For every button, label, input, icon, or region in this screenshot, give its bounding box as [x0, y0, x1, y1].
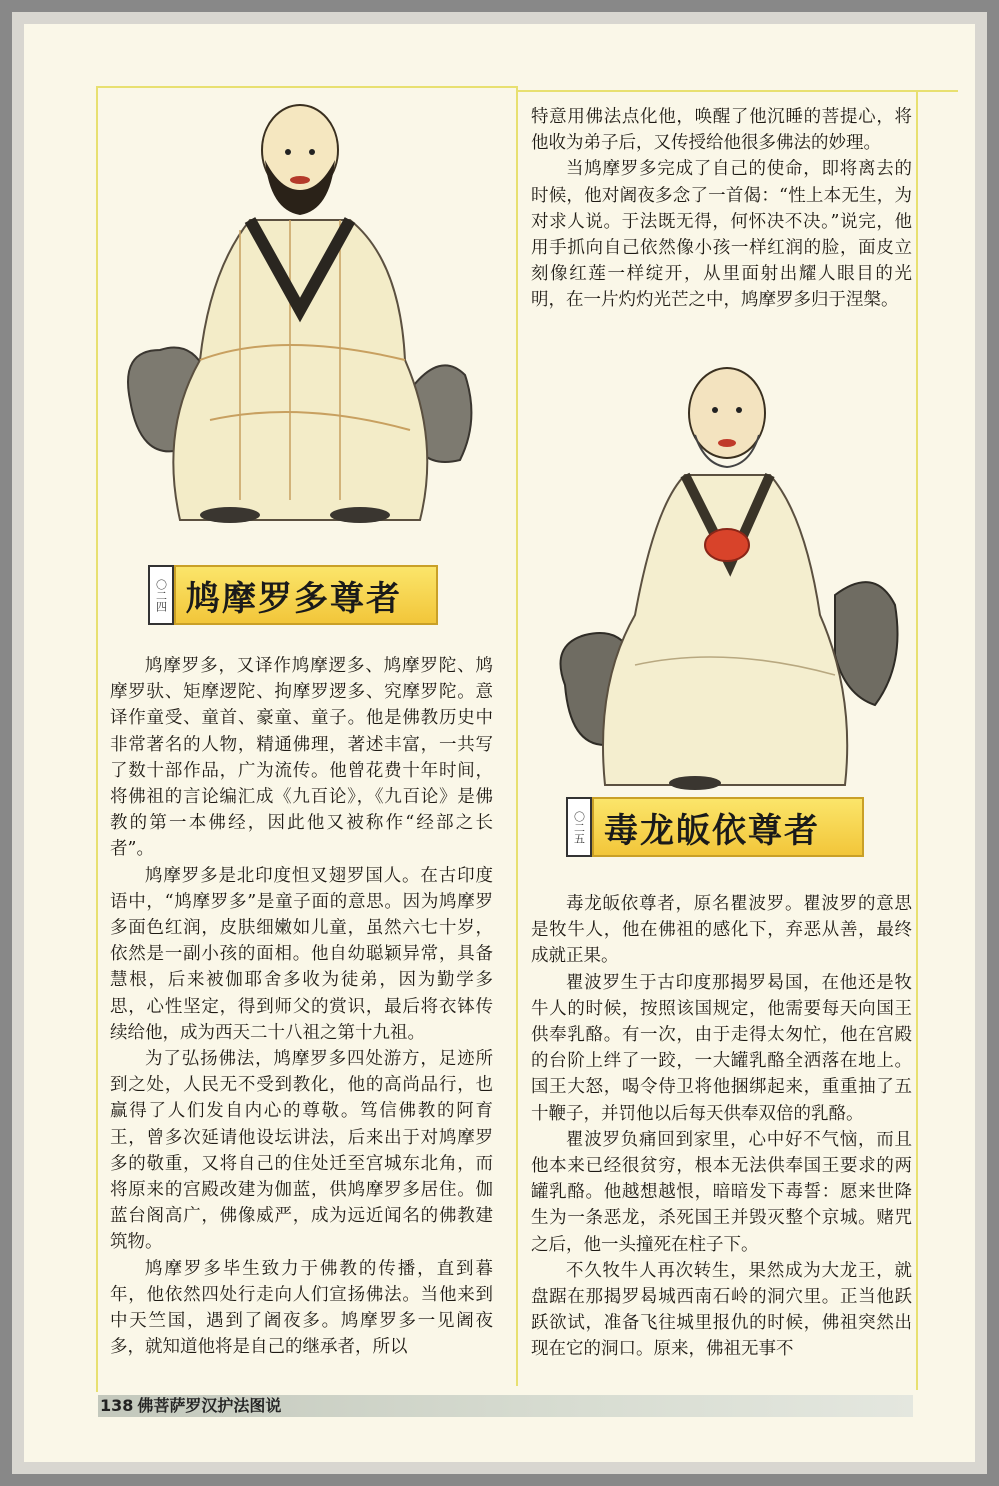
paragraph: 不久牧牛人再次转生，果然成为大龙王，就盘踞在那揭罗曷城西南石岭的洞穴里。正当他跃跃欲试，准备飞往城里报仇的时候，佛祖突然出现在它的洞口。原来，佛祖无事不 [531, 1260, 912, 1360]
paragraph: 毒龙皈依尊者，原名瞿波罗。瞿波罗的意思是牧牛人，他在佛祖的感化下，弃恶从善，最终成就正果。 [531, 894, 912, 967]
right-margin-line [916, 90, 918, 1390]
top-margin-line-left [96, 86, 516, 88]
paragraph: 鸠摩罗多毕生致力于佛教的传播，直到暮年，他依然四处行走向人们宣扬佛法。当他来到中天竺国，遇到了阇夜多。鸠摩罗多一见阇夜多，就知道他将是自己的继承者，所以 [110, 1258, 493, 1358]
paragraph: 鸠摩罗多是北印度怛叉翅罗国人。在古印度语中，“鸠摩罗多”是童子面的意思。因为鸠摩罗多面色红润，皮肤细嫩如儿童，虽然六七十岁，依然是一副小孩的面相。他自幼聪颖异常，具备慧根，后来被伽耶舍多收为徒弟，因为勤学多思，心性坚定，得到师父的赏识，最后将衣钵传续给他，成为西天二十八祖之第十九祖。 [110, 865, 493, 1043]
kumarata-text [110, 653, 493, 1360]
book-title: 佛菩萨罗汉护法图说 [137, 1396, 282, 1415]
paragraph: 瞿波罗负痛回到家里，心中好不气恼，而且他本来已经很贫穷，根本无法供奉国王要求的两罐乳酪。他越想越恨，暗暗发下毒誓：愿来世降生为一条恶龙，杀死国王并毁灭整个京城。赌咒之后，他一头撞死在柱子下。 [531, 1129, 912, 1255]
column-divider-line [516, 86, 518, 1386]
section-title-kumarata [148, 565, 438, 625]
section-number: 〇二五 [566, 797, 592, 857]
section-title-text: 鸠摩罗多尊者 [174, 565, 438, 625]
kumarata-illustration [120, 100, 480, 530]
top-margin-line-right [518, 90, 958, 92]
page-footer [100, 1395, 285, 1417]
kumarata-text-continued [531, 104, 912, 314]
paragraph: 特意用佛法点化他，唤醒了他沉睡的菩提心，将他收为弟子后，又传授给他很多佛法的妙理。 [531, 107, 912, 154]
dragon-convert-text [531, 891, 912, 1363]
paragraph: 瞿波罗生于古印度那揭罗曷国，在他还是牧牛人的时候，按照该国规定，他需要每天向国王供奉乳酪。有一次，由于走得太匆忙，他在宫殿的台阶上绊了一跤，一大罐乳酪全洒落在地上。国王大怒，喝令侍卫将他捆绑起来，重重抽了五十鞭子，并罚他以后每天供奉双倍的乳酪。 [531, 972, 912, 1124]
page-number: 138 [100, 1396, 134, 1415]
dragon-convert-illustration [545, 365, 910, 795]
paragraph: 鸠摩罗多，又译作鸠摩逻多、鸠摩罗陀、鸠摩罗驮、矩摩逻陀、拘摩罗逻多、究摩罗陀。意译作童受、童首、豪童、童子。他是佛教历史中非常著名的人物，精通佛理，著述丰富，一共写了数十部作品，广为流传。他曾花费十年时间，将佛祖的言论编汇成《九百论》，《九百论》是佛教的第一本佛经，因此他又被称作“经部之长者”。 [110, 656, 493, 860]
left-margin-line [96, 86, 98, 1392]
section-title-text: 毒龙皈依尊者 [592, 797, 864, 857]
paragraph: 当鸠摩罗多完成了自己的使命，即将离去的时候，他对阇夜多念了一首偈：“性上本无生，为对求人说。于法既无得，何怀决不决。”说完，他用手抓向自己依然像小孩一样红润的脸，面皮立刻像红莲一样绽开，从里面射出耀人眼目的光明，在一片灼灼光芒之中，鸠摩罗多归于涅槃。 [531, 159, 912, 311]
section-number: 〇二四 [148, 565, 174, 625]
section-title-dragon-convert [566, 797, 864, 857]
paragraph: 为了弘扬佛法，鸠摩罗多四处游方，足迹所到之处，人民无不受到教化，他的高尚品行，也赢得了人们发自内心的尊敬。笃信佛教的阿育王，曾多次延请他设坛讲法，后来出于对鸠摩罗多的敬重，又将自己的住处迁至宫城东北角，而将原来的宫殿改建为伽蓝，供鸠摩罗多居住。伽蓝台阁高广，佛像威严，成为远近闻名的佛教建筑物。 [110, 1049, 493, 1253]
